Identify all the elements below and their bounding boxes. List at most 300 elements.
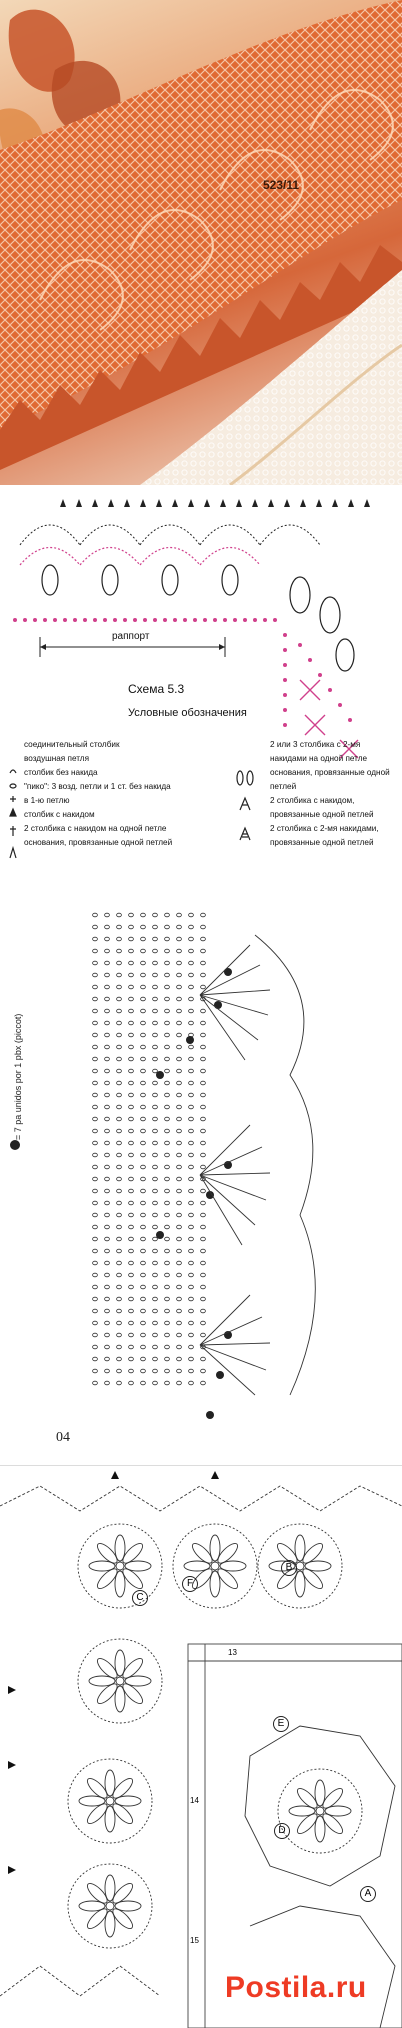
chain-stitch — [141, 913, 146, 917]
chain-stitch — [141, 1129, 146, 1133]
chain-stitch — [153, 1213, 158, 1217]
chain-stitch — [129, 1237, 134, 1241]
chain-stitch — [201, 1009, 206, 1013]
chain-stitch — [117, 1381, 122, 1385]
chain-stitch — [201, 961, 206, 965]
chain-stitch — [189, 1285, 194, 1289]
chain-stitch — [117, 1189, 122, 1193]
chain-stitch — [201, 1285, 206, 1289]
chain-stitch — [189, 925, 194, 929]
chain-stitch — [129, 1057, 134, 1061]
lace-photo-art — [0, 0, 402, 485]
chain-stitch — [153, 1345, 158, 1349]
chain-stitch — [105, 1201, 110, 1205]
chain-stitch — [177, 1189, 182, 1193]
flower-motif — [173, 1524, 257, 1608]
chain-stitch — [189, 1333, 194, 1337]
chain-stitch — [117, 1129, 122, 1133]
chain-stitch — [117, 1081, 122, 1085]
chain-stitch — [189, 1345, 194, 1349]
chain-stitch — [153, 949, 158, 953]
chain-stitch — [105, 1357, 110, 1361]
chain-stitch — [153, 961, 158, 965]
chain-stitch — [117, 925, 122, 929]
flower-motif — [68, 1759, 152, 1843]
chain-stitch — [117, 973, 122, 977]
chain-stitch — [165, 1177, 170, 1181]
chain-stitch — [165, 1249, 170, 1253]
chain-stitch — [141, 1297, 146, 1301]
chain-stitch — [129, 1141, 134, 1145]
chain-stitch — [153, 1333, 158, 1337]
chain-stitch — [129, 1093, 134, 1097]
chain-stitch — [165, 1069, 170, 1073]
chain-stitch — [141, 1057, 146, 1061]
legend-item: основания, провязанные одной — [270, 768, 390, 777]
chain-stitch — [117, 1261, 122, 1265]
chain-stitch — [189, 1381, 194, 1385]
chain-stitch — [93, 1105, 98, 1109]
chain-stitch — [153, 1033, 158, 1037]
chain-stitch — [153, 1249, 158, 1253]
chain-stitch — [129, 1273, 134, 1277]
arrows — [8, 1471, 219, 1874]
chain-stitch — [153, 1141, 158, 1145]
chain-stitch — [165, 1033, 170, 1037]
chain-stitch — [153, 925, 158, 929]
chain-stitch — [201, 1117, 206, 1121]
chain-stitch — [129, 1009, 134, 1013]
chain-stitch — [93, 1021, 98, 1025]
chain-stitch — [189, 1165, 194, 1169]
chain-stitch — [105, 1285, 110, 1289]
legend-left — [24, 738, 229, 850]
picot-dot — [214, 1001, 222, 1009]
chain-stitch — [189, 1045, 194, 1049]
chain-stitch — [117, 1273, 122, 1277]
chain-stitch — [93, 1321, 98, 1325]
chain-stitch — [165, 1141, 170, 1145]
chain-stitch — [141, 1273, 146, 1277]
chain-stitch — [105, 1045, 110, 1049]
chain-stitch — [201, 1069, 206, 1073]
chain-stitch — [117, 1165, 122, 1169]
side-note: = 7 pa unidos por 1 pbx (piccot) — [13, 1013, 23, 1140]
chain-stitch — [141, 1237, 146, 1241]
chain-stitch — [189, 1249, 194, 1253]
stitch-columns — [93, 913, 206, 1385]
legend-item: основания, провязанные одной петлей — [24, 838, 173, 847]
chain-stitch — [93, 1057, 98, 1061]
chain-stitch — [129, 1357, 134, 1361]
photo-code: 523/11 — [263, 178, 300, 192]
chain-stitch — [129, 1117, 134, 1121]
legend-symbols-right — [237, 771, 253, 840]
chain-stitch — [117, 1309, 122, 1313]
chain-stitch — [141, 1093, 146, 1097]
chain-stitch — [201, 1201, 206, 1205]
chain-stitch — [105, 1213, 110, 1217]
chain-stitch — [165, 1273, 170, 1277]
chain-stitch — [153, 1225, 158, 1229]
chain-stitch — [177, 1321, 182, 1325]
chain-stitch — [117, 913, 122, 917]
chain-stitch — [201, 985, 206, 989]
motif-chart — [0, 1465, 402, 2028]
picot-dot — [186, 1036, 194, 1044]
chain-stitch — [93, 1069, 98, 1073]
marker-a: A — [360, 1886, 376, 1902]
chain-stitch — [201, 1309, 206, 1313]
chain-stitch — [105, 1309, 110, 1313]
chain-stitch — [129, 1261, 134, 1265]
chain-stitch — [129, 1369, 134, 1373]
chain-stitch — [201, 1321, 206, 1325]
chain-stitch — [93, 973, 98, 977]
chain-stitch — [129, 1297, 134, 1301]
chain-stitch — [129, 1177, 134, 1181]
chain-stitch — [153, 937, 158, 941]
chain-stitch — [201, 1165, 206, 1169]
chain-stitch — [153, 913, 158, 917]
legend-item: соединительный столбик — [24, 740, 120, 749]
chain-stitch — [117, 1333, 122, 1337]
legend-item: столбик с накидом — [24, 810, 95, 819]
chain-stitch — [93, 1165, 98, 1169]
chain-stitch — [105, 1225, 110, 1229]
chain-stitch — [105, 1105, 110, 1109]
chain-stitch — [201, 973, 206, 977]
chain-stitch — [117, 1057, 122, 1061]
chain-stitch — [165, 1297, 170, 1301]
chain-stitch — [105, 1141, 110, 1145]
chain-stitch — [141, 1117, 146, 1121]
chain-stitch — [105, 961, 110, 965]
watermark: Postila.ru — [225, 1971, 367, 2004]
chain-stitch — [153, 973, 158, 977]
chain-stitch — [189, 1201, 194, 1205]
chain-stitch — [105, 1369, 110, 1373]
rapport-label: раппорт — [112, 631, 150, 642]
legend-item: воздушная петля — [24, 754, 90, 763]
chain-stitch — [117, 937, 122, 941]
edging-chart — [0, 875, 402, 1465]
chain-stitch — [153, 1105, 158, 1109]
chain-stitch — [105, 985, 110, 989]
chain-stitch — [189, 1273, 194, 1277]
chain-stitch — [141, 1225, 146, 1229]
chain-stitch — [93, 1381, 98, 1385]
chain-stitch — [189, 997, 194, 1001]
legend-dot-icon — [10, 1140, 20, 1150]
flower-motif — [78, 1524, 162, 1608]
chain-stitch — [165, 1117, 170, 1121]
chain-stitch — [141, 1105, 146, 1109]
chain-stitch — [177, 1249, 182, 1253]
chain-stitch — [165, 1225, 170, 1229]
chain-stitch — [141, 1213, 146, 1217]
chain-stitch — [141, 1045, 146, 1049]
chain-stitch — [201, 1273, 206, 1277]
chain-stitch — [129, 1069, 134, 1073]
chain-stitch — [165, 985, 170, 989]
chain-stitch — [117, 1249, 122, 1253]
chain-stitch — [189, 1177, 194, 1181]
chain-stitch — [201, 1249, 206, 1253]
chain-stitch — [105, 1189, 110, 1193]
chain-stitch — [165, 1345, 170, 1349]
legend-item: 2 столбика с накидом на одной петле — [24, 824, 167, 833]
legend-item: 2 столбика с накидом, — [270, 796, 355, 805]
chain-stitch — [165, 1309, 170, 1313]
chain-stitch — [201, 949, 206, 953]
chain-stitch — [177, 973, 182, 977]
chain-stitch — [93, 937, 98, 941]
chain-stitch — [93, 1081, 98, 1085]
chain-stitch — [141, 1345, 146, 1349]
chain-stitch — [177, 1057, 182, 1061]
chain-stitch — [189, 1141, 194, 1145]
chain-stitch — [153, 1201, 158, 1205]
chain-stitch — [129, 1021, 134, 1025]
chain-stitch — [93, 997, 98, 1001]
chain-stitch — [177, 1129, 182, 1133]
chain-stitch — [105, 925, 110, 929]
chain-stitch — [165, 925, 170, 929]
chain-stitch — [201, 1153, 206, 1157]
chain-stitch — [93, 913, 98, 917]
chain-stitch — [177, 1237, 182, 1241]
chain-stitch — [189, 1369, 194, 1373]
chain-stitch — [129, 985, 134, 989]
chain-stitch — [105, 1249, 110, 1253]
chain-stitch — [129, 973, 134, 977]
chain-stitch — [177, 997, 182, 1001]
chain-stitch — [129, 1189, 134, 1193]
chain-stitch — [165, 1213, 170, 1217]
chain-stitch — [177, 925, 182, 929]
chain-stitch — [141, 1141, 146, 1145]
chain-stitch — [189, 1081, 194, 1085]
chain-stitch — [93, 1225, 98, 1229]
motif-diagram — [0, 1466, 402, 2028]
chain-stitch — [105, 1165, 110, 1169]
chain-stitch — [105, 1069, 110, 1073]
chain-stitch — [153, 1093, 158, 1097]
chain-stitch — [189, 1009, 194, 1013]
chain-stitch — [129, 1033, 134, 1037]
picot-dot — [216, 1371, 224, 1379]
picot-dot — [156, 1071, 164, 1079]
chain-stitch — [105, 1153, 110, 1157]
chain-stitch — [93, 1345, 98, 1349]
chain-stitch — [165, 1009, 170, 1013]
chain-stitch — [105, 1021, 110, 1025]
chain-stitch — [189, 1189, 194, 1193]
chain-stitch — [177, 1093, 182, 1097]
chain-stitch — [201, 925, 206, 929]
chain-stitch — [165, 997, 170, 1001]
legend-item: столбик без накида — [24, 768, 98, 777]
chain-stitch — [93, 1261, 98, 1265]
chain-stitch — [93, 1201, 98, 1205]
chain-stitch — [105, 1345, 110, 1349]
chain-stitch — [129, 925, 134, 929]
chain-stitch — [117, 961, 122, 965]
chain-stitch — [201, 1369, 206, 1373]
chain-stitch — [93, 1297, 98, 1301]
chain-stitch — [201, 1081, 206, 1085]
chain-stitch — [129, 949, 134, 953]
chain-stitch — [177, 1069, 182, 1073]
chain-stitch — [165, 961, 170, 965]
chain-stitch — [153, 1261, 158, 1265]
chain-stitch — [189, 1357, 194, 1361]
chain-stitch — [129, 1081, 134, 1085]
chain-stitch — [153, 1381, 158, 1385]
chain-stitch — [177, 1357, 182, 1361]
picot-row — [60, 499, 370, 507]
chain-stitch — [141, 1165, 146, 1169]
chain-stitch — [105, 1033, 110, 1037]
chain-stitch — [201, 1357, 206, 1361]
chain-stitch — [153, 1369, 158, 1373]
chain-stitch — [189, 961, 194, 965]
chain-stitch — [129, 1381, 134, 1385]
chain-stitch — [105, 937, 110, 941]
chain-stitch — [93, 1177, 98, 1181]
chain-stitch — [141, 1201, 146, 1205]
chain-stitch — [117, 1357, 122, 1361]
chain-stitch — [117, 1105, 122, 1109]
chain-stitch — [201, 1105, 206, 1109]
chain-stitch — [141, 1321, 146, 1325]
chain-stitch — [177, 1273, 182, 1277]
chain-stitch — [105, 1297, 110, 1301]
chain-stitch — [105, 1273, 110, 1277]
chain-stitch — [189, 1105, 194, 1109]
chain-stitch — [93, 1093, 98, 1097]
chain-stitch — [201, 1129, 206, 1133]
chain-stitch — [93, 1141, 98, 1145]
chain-stitch — [129, 1153, 134, 1157]
chain-stitch — [129, 1105, 134, 1109]
chain-stitch — [201, 1213, 206, 1217]
chain-stitch — [93, 1273, 98, 1277]
chain-stitch — [189, 1153, 194, 1157]
chain-stitch — [189, 1237, 194, 1241]
chain-stitch — [105, 1381, 110, 1385]
flower-motif — [258, 1524, 342, 1608]
chain-stitch — [153, 1129, 158, 1133]
legend-item: провязанные одной петлей — [270, 810, 374, 819]
chain-stitch — [153, 997, 158, 1001]
chain-stitch — [165, 1129, 170, 1133]
chain-stitch — [153, 1009, 158, 1013]
chain-stitch — [177, 1117, 182, 1121]
chain-stitch — [93, 1357, 98, 1361]
chain-stitch — [153, 985, 158, 989]
chain-stitch — [153, 1177, 158, 1181]
chain-stitch — [189, 1309, 194, 1313]
chain-stitch — [177, 949, 182, 953]
chain-stitch — [141, 1333, 146, 1337]
chain-stitch — [141, 1285, 146, 1289]
chain-stitch — [93, 1009, 98, 1013]
chain-stitch — [129, 1129, 134, 1133]
chain-stitch — [141, 1189, 146, 1193]
chain-stitch — [117, 1021, 122, 1025]
chain-stitch — [117, 1297, 122, 1301]
legend-symbols-left — [10, 770, 16, 858]
chain-stitch — [129, 1345, 134, 1349]
chain-stitch — [105, 1093, 110, 1097]
chain-stitch — [189, 1057, 194, 1061]
chain-stitch — [177, 1213, 182, 1217]
chain-stitch — [93, 1249, 98, 1253]
legend-item: накидами на одной петле — [270, 754, 368, 763]
chain-stitch — [105, 1009, 110, 1013]
scheme-title: Схема 5.3 — [128, 682, 185, 696]
legend-right — [270, 738, 400, 850]
edging-diagram — [0, 875, 402, 1465]
chain-stitch — [201, 1093, 206, 1097]
chain-stitch — [177, 961, 182, 965]
chain-stitch — [165, 1261, 170, 1265]
chain-stitch — [93, 1309, 98, 1313]
chain-stitch — [129, 1201, 134, 1205]
chain-stitch — [177, 1105, 182, 1109]
marker-d: D — [274, 1823, 290, 1839]
chain-stitch — [141, 1249, 146, 1253]
chain-stitch — [129, 1045, 134, 1049]
scheme-chart — [0, 485, 402, 875]
chain-stitch — [165, 1321, 170, 1325]
legend-item: провязанные одной петлей — [270, 838, 374, 847]
chain-stitch — [153, 1357, 158, 1361]
chain-stitch — [201, 1297, 206, 1301]
chain-stitch — [153, 1057, 158, 1061]
chain-stitch — [141, 949, 146, 953]
chain-stitch — [93, 1045, 98, 1049]
chain-stitch — [129, 1321, 134, 1325]
chain-stitch — [177, 1369, 182, 1373]
chain-stitch — [93, 1117, 98, 1121]
chain-stitch — [177, 1297, 182, 1301]
chain-stitch — [189, 1069, 194, 1073]
legend-item: 2 столбика с 2-мя накидами, — [270, 824, 379, 833]
chain-stitch — [177, 1285, 182, 1289]
chain-stitch — [201, 1141, 206, 1145]
chain-stitch — [93, 1129, 98, 1133]
chain-stitch — [141, 961, 146, 965]
chain-stitch — [141, 1369, 146, 1373]
chain-stitch — [141, 1381, 146, 1385]
row-number-13: 13 — [228, 1648, 237, 1657]
chain-stitch — [201, 1225, 206, 1229]
chain-stitch — [153, 1021, 158, 1025]
chain-stitch — [93, 961, 98, 965]
chain-stitch — [105, 1321, 110, 1325]
chain-stitch — [129, 937, 134, 941]
picot-dot — [156, 1231, 164, 1239]
chain-stitch — [117, 1345, 122, 1349]
chain-stitch — [201, 1057, 206, 1061]
flower-motif — [278, 1769, 362, 1853]
chain-stitch — [93, 1285, 98, 1289]
marker-c: C — [132, 1590, 148, 1606]
chain-stitch — [177, 1225, 182, 1229]
